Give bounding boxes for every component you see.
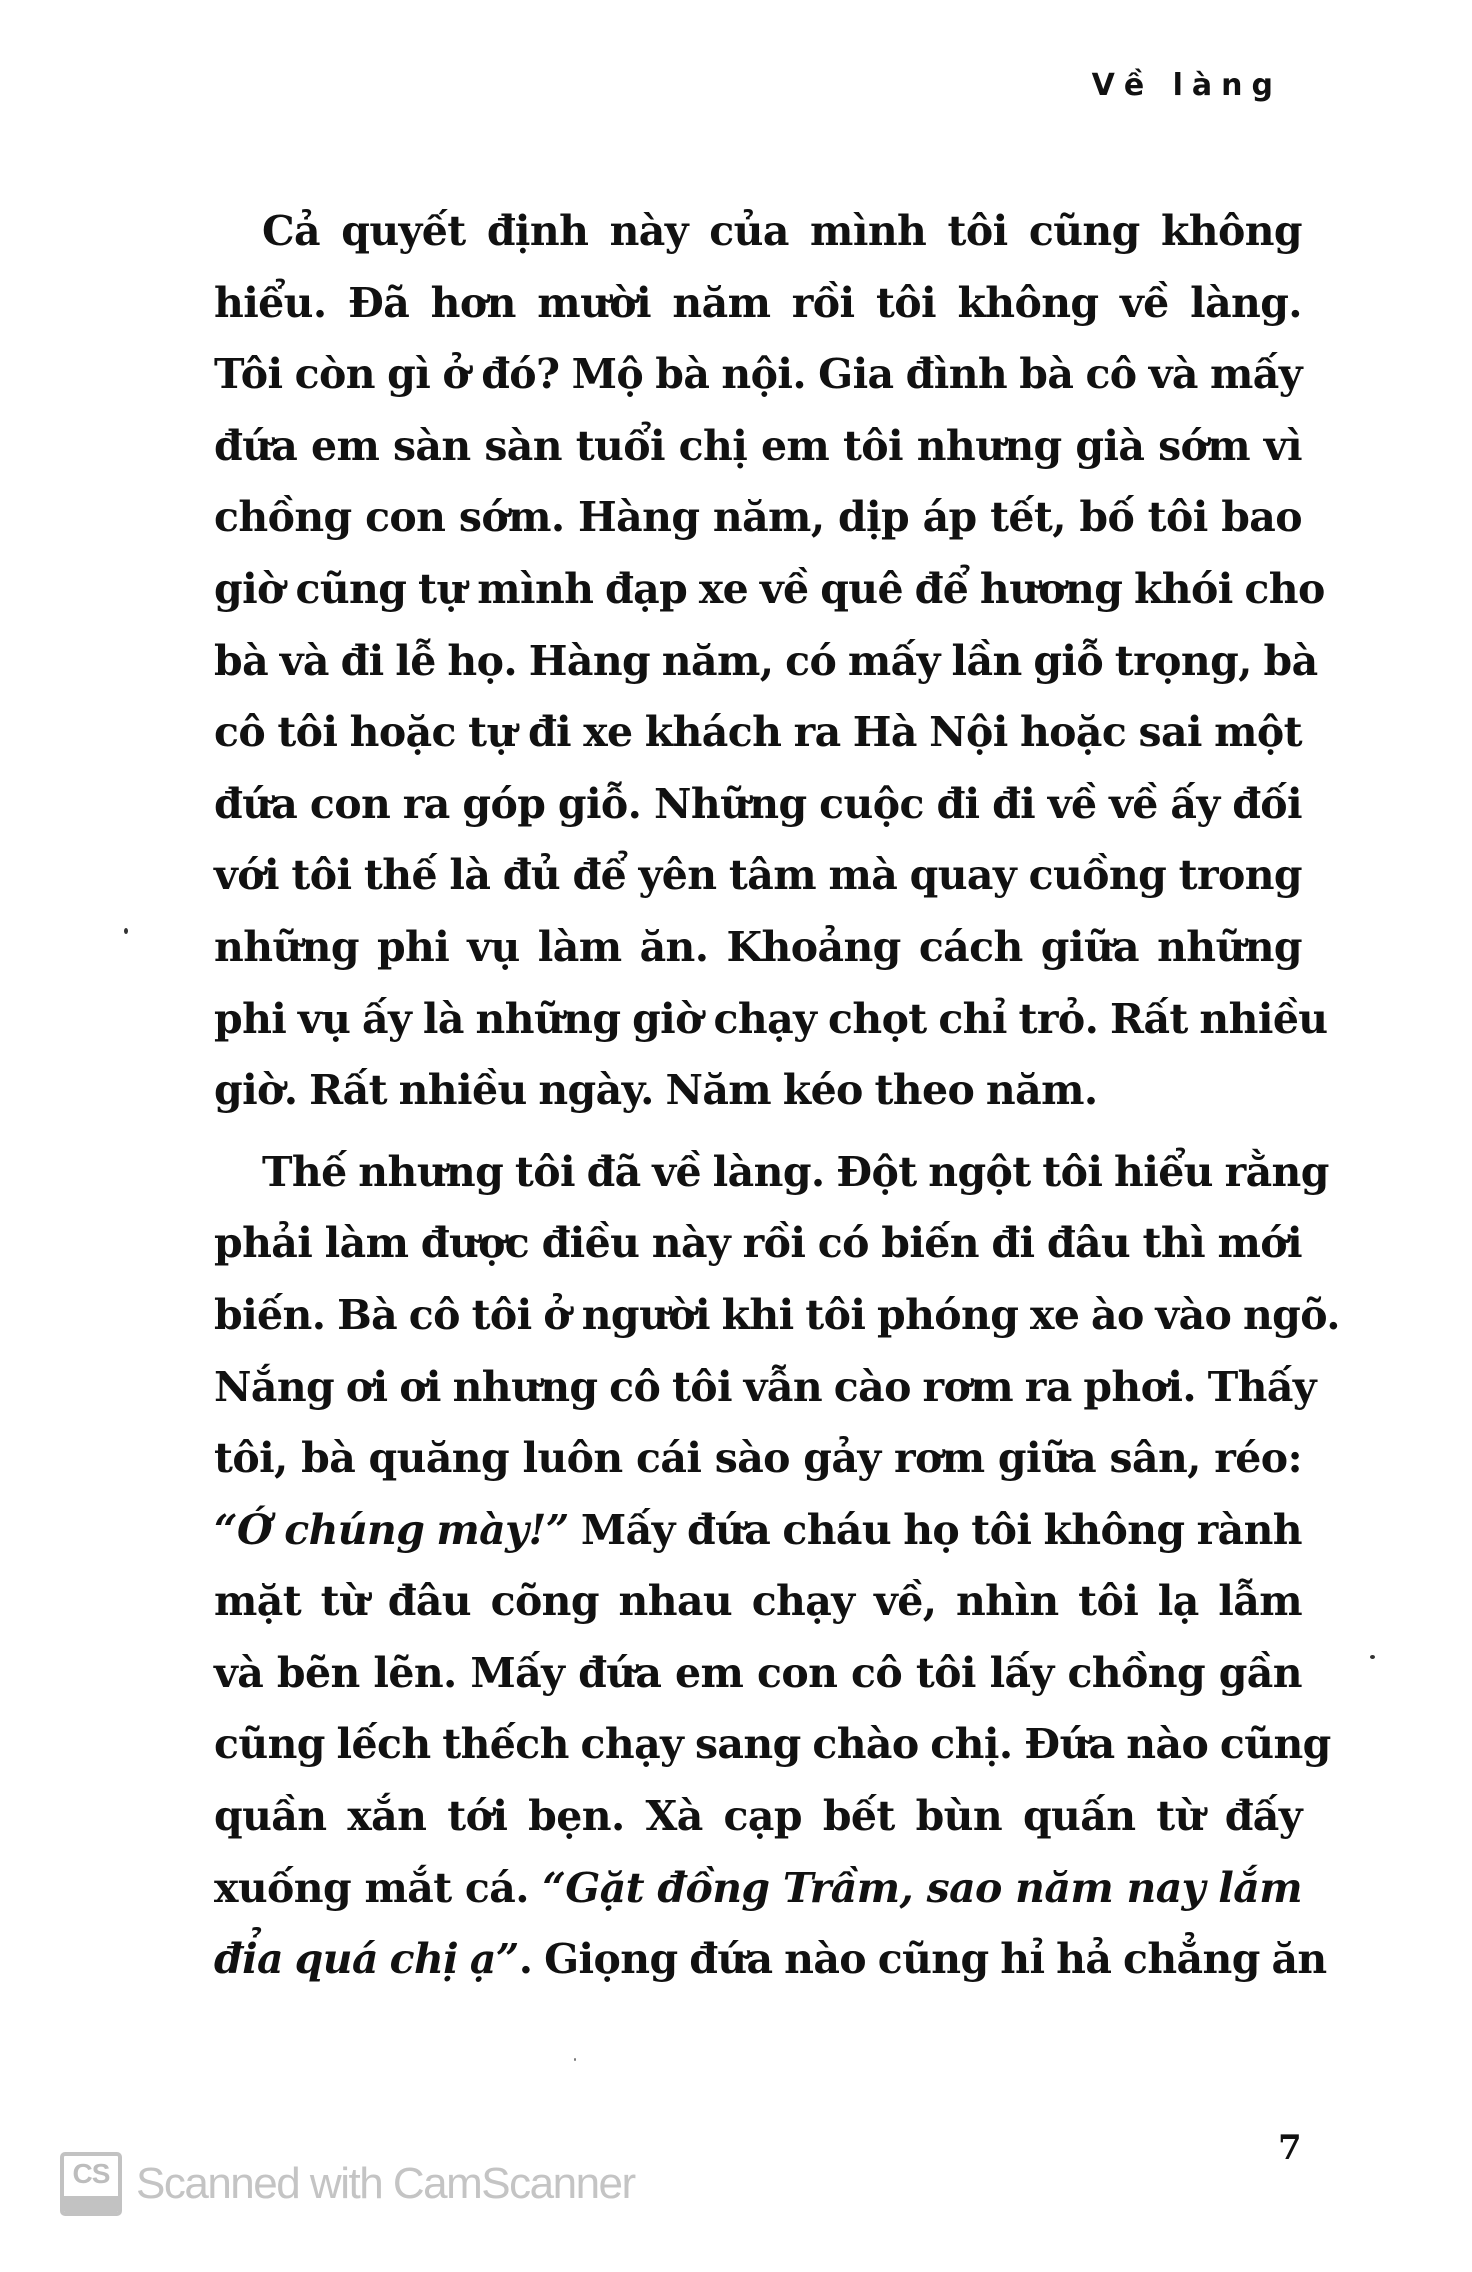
quoted-speech: “Gặt đồng Trầm, sao năm nay lắm bbox=[542, 1863, 1302, 1912]
text-line: bà và đi lễ họ. Hàng năm, có mấy lần giỗ trọng, bà bbox=[214, 636, 1318, 685]
text-line: và bẽn lẽn. Mấy đứa em con cô tôi lấy chồng gần bbox=[214, 1648, 1302, 1697]
text-line: Tôi còn gì ở đó? Mộ bà nội. Gia đình bà cô và mấy bbox=[214, 350, 1302, 399]
running-header-title: Về làng bbox=[1091, 68, 1282, 103]
text-line: mặt từ đâu cõng nhau chạy về, nhìn tôi lạ lẫm bbox=[214, 1577, 1302, 1626]
text-line-with-quote bbox=[214, 1924, 1327, 1996]
text-line: tôi, bà quăng luôn cái sào gảy rơm giữa sân, réo: bbox=[214, 1434, 1302, 1483]
watermark-text: Scanned with CamScanner bbox=[136, 2159, 635, 2208]
page-number: 7 bbox=[1278, 2128, 1302, 2168]
text-line: giờ cũng tự mình đạp xe về quê để hương khói cho bbox=[214, 564, 1325, 613]
text-line: Thế nhưng tôi đã về làng. Đột ngột tôi hiểu rằng bbox=[262, 1147, 1329, 1196]
paragraph-1 bbox=[214, 196, 1328, 1127]
text-line: giờ. Rất nhiều ngày. Năm kéo theo năm. bbox=[214, 1066, 1098, 1115]
text-run: . Giọng đứa nào cũng hỉ hả chẳng ăn bbox=[518, 1935, 1327, 1984]
text-line: phi vụ ấy là những giờ chạy chọt chỉ trỏ. Rất nhiều bbox=[214, 994, 1328, 1043]
paragraph-gap bbox=[214, 1127, 1302, 1137]
scan-speck bbox=[1370, 1655, 1375, 1659]
scan-speck bbox=[574, 2058, 576, 2061]
text-line: chồng con sớm. Hàng năm, dịp áp tết, bố tôi bao bbox=[214, 493, 1302, 542]
text-line-with-quote bbox=[214, 1495, 1302, 1567]
text-line: cũng lếch thếch chạy sang chào chị. Đứa nào cũng bbox=[214, 1720, 1331, 1769]
text-line: Cả quyết định này của mình tôi cũng không bbox=[262, 207, 1302, 255]
text-line: đứa con ra góp giỗ. Những cuộc đi đi về về ấy đối bbox=[214, 779, 1302, 828]
text-line: phải làm được điều này rồi có biến đi đâu thì mới bbox=[214, 1219, 1302, 1268]
text-line: quần xắn tới bẹn. Xà cạp bết bùn quấn từ đấy bbox=[214, 1792, 1302, 1841]
paragraph-2 bbox=[214, 1137, 1340, 1996]
quoted-speech: đỉa quá chị ạ” bbox=[214, 1935, 519, 1984]
quoted-speech: “Ớ chúng mày!” bbox=[214, 1505, 569, 1554]
scan-speck bbox=[124, 928, 128, 934]
body-text bbox=[214, 196, 1340, 1996]
text-line: hiểu. Đã hơn mười năm rồi tôi không về làng. bbox=[214, 278, 1302, 327]
text-run: Mấy đứa cháu họ tôi không rành bbox=[568, 1505, 1302, 1554]
text-line: biến. Bà cô tôi ở người khi tôi phóng xe ào vào ngõ. bbox=[214, 1290, 1340, 1339]
text-run: xuống mắt cá. bbox=[214, 1863, 543, 1912]
camscanner-logo-icon bbox=[60, 2152, 122, 2216]
logo-text: CS bbox=[72, 2158, 110, 2189]
text-line-with-quote bbox=[214, 1853, 1302, 1925]
text-line: những phi vụ làm ăn. Khoảng cách giữa những bbox=[214, 922, 1302, 971]
text-line: với tôi thế là đủ để yên tâm mà quay cuồng trong bbox=[214, 851, 1302, 900]
text-line: Nắng ơi ơi nhưng cô tôi vẫn cào rơm ra phơi. Thấy bbox=[214, 1362, 1317, 1411]
text-line: cô tôi hoặc tự đi xe khách ra Hà Nội hoặc sai một bbox=[214, 708, 1302, 757]
text-line: đứa em sàn sàn tuổi chị em tôi nhưng già sớm vì bbox=[214, 421, 1302, 470]
logo-bar bbox=[64, 2196, 118, 2212]
camscanner-watermark bbox=[60, 2152, 635, 2216]
